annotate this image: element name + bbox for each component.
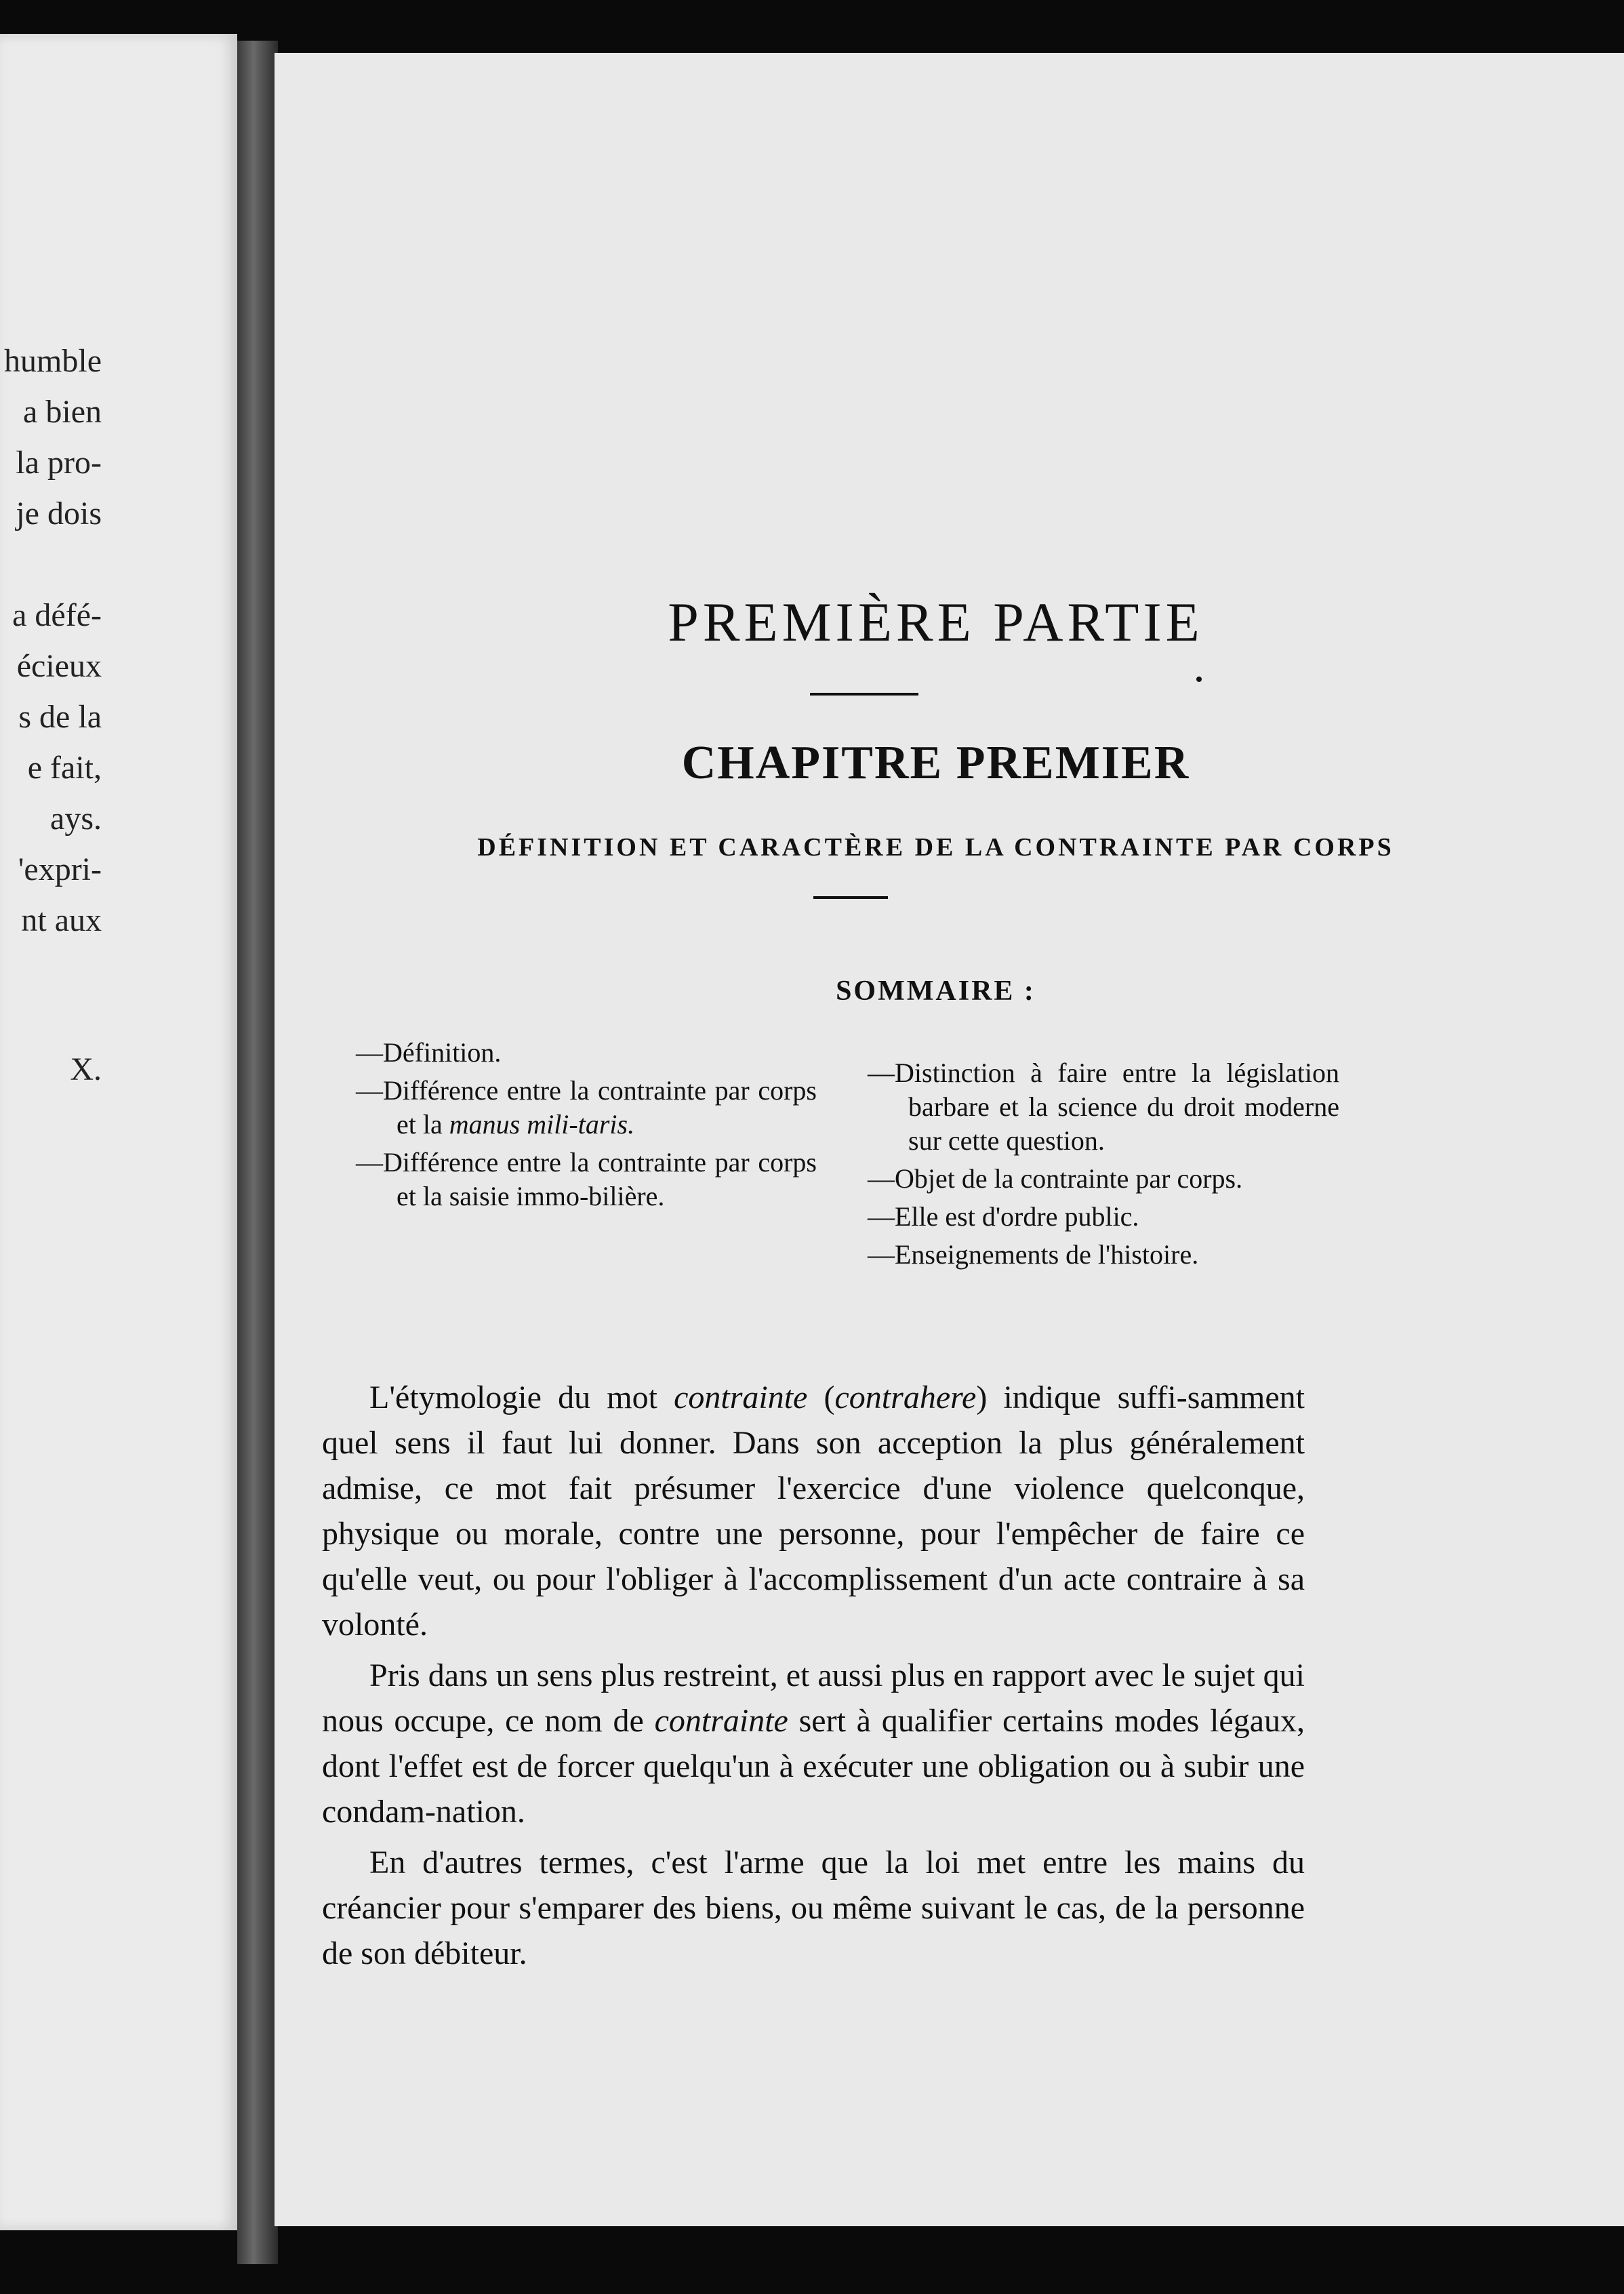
summary-item-text: —Différence entre la contrainte par corps et la: [356, 1075, 817, 1140]
italic-term: contrainte: [674, 1380, 808, 1415]
left-page-fragment: X.: [70, 1051, 102, 1087]
summary-item: —Différence entre la contrainte par corps et la saisie immo-bilière.: [356, 1147, 817, 1211]
left-page-fragment: e fait,: [27, 750, 102, 786]
book-spine: [237, 41, 278, 2264]
left-page-fragment: 'expri-: [18, 851, 102, 887]
left-page-fragment: a bien: [23, 394, 102, 430]
summary-left-column: [356, 1036, 817, 1218]
summary-item: —Elle est d'ordre public.: [868, 1201, 1139, 1232]
paragraph-text: (: [824, 1380, 835, 1415]
left-facing-page: [0, 34, 237, 2230]
chapter-title: CHAPITRE PREMIER: [681, 737, 1190, 789]
summary-item: [356, 1074, 817, 1142]
paragraph: [322, 1375, 1305, 1647]
italic-term: contrainte: [654, 1703, 788, 1739]
paragraph: En d'autres termes, c'est l'arme que la loi met entre les mains du créancier pour s'emparer des biens, ou même suivant le cas, de la personne de son débiteur.: [322, 1845, 1305, 1971]
paragraph-text: sert à qualifier certains modes légaux, dont l'effet est de forcer quelqu'un à exécuter une obligation ou à subir une condam-nation.: [322, 1703, 1305, 1830]
left-page-fragment: écieux: [16, 648, 102, 684]
paragraph-text: L'étymologie du mot: [369, 1380, 657, 1415]
left-page-fragment: a défé-: [12, 597, 102, 633]
right-page: [275, 53, 1624, 2226]
summary-item: —Distinction à faire entre la législation barbare et la science du droit moderne sur cette question.: [868, 1058, 1339, 1156]
part-title: PREMIÈRE PARTIE: [668, 591, 1204, 653]
left-page-fragment: nt aux: [21, 902, 102, 938]
summary-item: —Enseignements de l'histoire.: [868, 1239, 1199, 1270]
paragraph-text: Pris dans un sens plus restreint, et aussi plus en rapport avec le sujet qui nous occupe, ce nom de: [322, 1657, 1305, 1739]
divider-rule: [810, 693, 918, 696]
paragraph-text: ) indique suffi-samment quel sens il faut lui donner. Dans son acception la plus généralement admise, ce mot fait présumer l'exercice d'une violence quelconque, physique ou morale, contre une personne, pour l'empêcher de faire ce qu'elle veut, ou pour l'obliger à l'accomplissement d'un acte contraire à sa volonté.: [322, 1380, 1305, 1643]
left-page-fragment: s de la: [18, 699, 102, 735]
left-page-fragment: ays.: [50, 801, 102, 837]
paragraph: [322, 1653, 1305, 1834]
left-page-fragment: la pro-: [16, 445, 102, 481]
summary-item: —Objet de la contrainte par corps.: [868, 1163, 1243, 1194]
summary-item-italic: manus mili-taris.: [449, 1109, 635, 1140]
chapter-subtitle: DÉFINITION ET CARACTÈRE DE LA CONTRAINTE PAR CORPS: [477, 833, 1394, 862]
left-page-fragment: je dois: [16, 496, 102, 531]
summary-heading: SOMMAIRE :: [836, 975, 1036, 1007]
stray-mark: [1196, 677, 1202, 682]
summary-item: —Définition.: [356, 1037, 502, 1068]
body-text: [322, 1375, 1305, 1981]
italic-term: contrahere: [834, 1380, 977, 1415]
divider-rule: [813, 896, 888, 899]
summary-right-column: [868, 1056, 1339, 1276]
left-page-fragment: humble: [4, 343, 102, 379]
